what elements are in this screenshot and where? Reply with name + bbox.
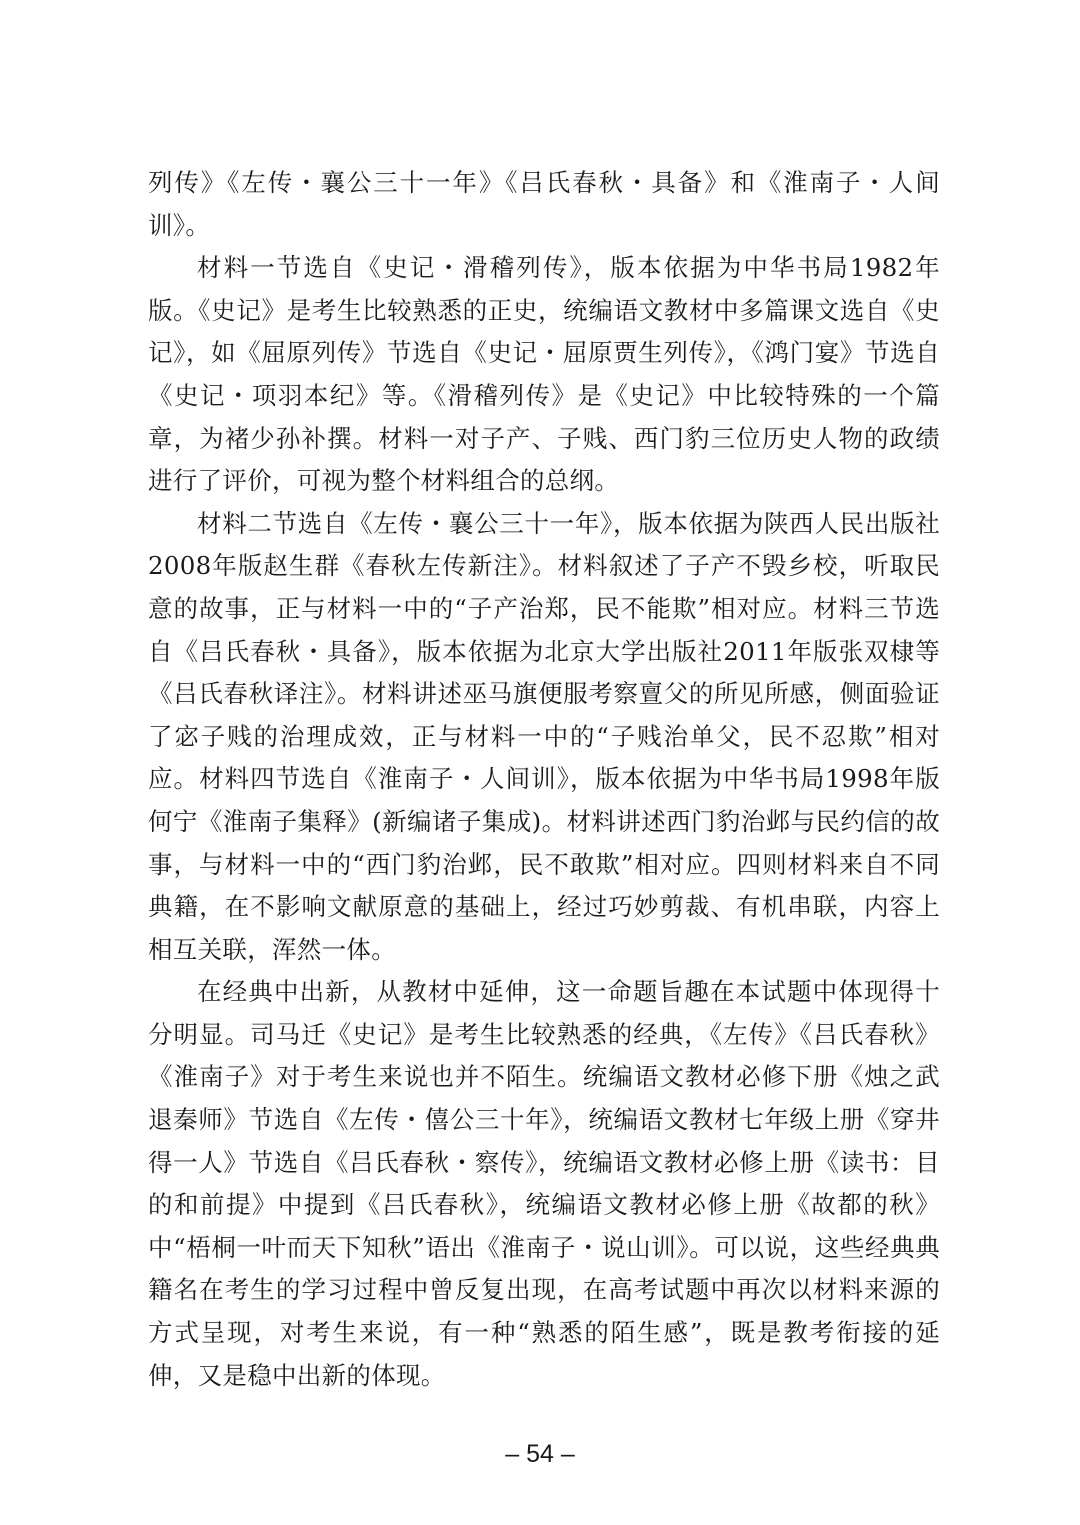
page-number: – 54 – (505, 1440, 575, 1468)
paragraph-4: 在经典中出新，从教材中延伸，这一命题旨趣在本试题中体现得十分明显。司马迁《史记》是考生比较熟悉的经典，《左传》《吕氏春秋》《淮南子》对于考生来说也并不陌生。统编语文教材必修下册《烛之武退秦师》节选自《左传・僖公三十年》，统编语文教材七年级上册《穿井得一人》节选自《吕氏春秋・察传》，统编语文教材必修上册《读书：目的和前提》中提到《吕氏春秋》，统编语文教材必修上册《故都的秋》中“梧桐一叶而天下知秋”语出《淮南子・说山训》。可以说，这些经典典籍名在考生的学习过程中曾反复出现，在高考试题中再次以材料来源的方式呈现，对考生来说，有一种“熟悉的陌生感”，既是教考衔接的延伸，又是稳中出新的体现。 (148, 977, 940, 1390)
page-body (148, 162, 940, 1397)
paragraph-1: 列传》《左传・襄公三十一年》《吕氏春秋・具备》和《淮南子・人间训》。 (148, 168, 940, 240)
paragraph-2: 材料一节选自《史记・滑稽列传》，版本依据为中华书局1982年版。《史记》是考生比较熟悉的正史，统编语文教材中多篇课文选自《史记》，如《屈原列传》节选自《史记・屈原贾生列传》，《鸿门宴》节选自《史记・项羽本纪》等。《滑稽列传》是《史记》中比较特殊的一个篇章，为褚少孙补撰。材料一对子产、子贱、西门豹三位历史人物的政绩进行了评价，可视为整个材料组合的总纲。 (148, 253, 940, 496)
paragraph-3: 材料二节选自《左传・襄公三十一年》，版本依据为陕西人民出版社2008年版赵生群《春秋左传新注》。材料叙述了子产不毁乡校，听取民意的故事，正与材料一中的“子产治郑，民不能欺”相对应。材料三节选自《吕氏春秋・具备》，版本依据为北京大学出版社2011年版张双棣等《吕氏春秋译注》。材料讲述巫马旗便服考察亶父的所见所感，侧面验证了宓子贱的治理成效，正与材料一中的“子贱治单父，民不忍欺”相对应。材料四节选自《淮南子・人间训》，版本依据为中华书局1998年版何宁《淮南子集释》(新编诸子集成)。材料讲述西门豹治邺与民约信的故事，与材料一中的“西门豹治邺，民不敢欺”相对应。四则材料来自不同典籍，在不影响文献原意的基础上，经过巧妙剪裁、有机串联，内容上相互关联，浑然一体。 (148, 508, 940, 964)
